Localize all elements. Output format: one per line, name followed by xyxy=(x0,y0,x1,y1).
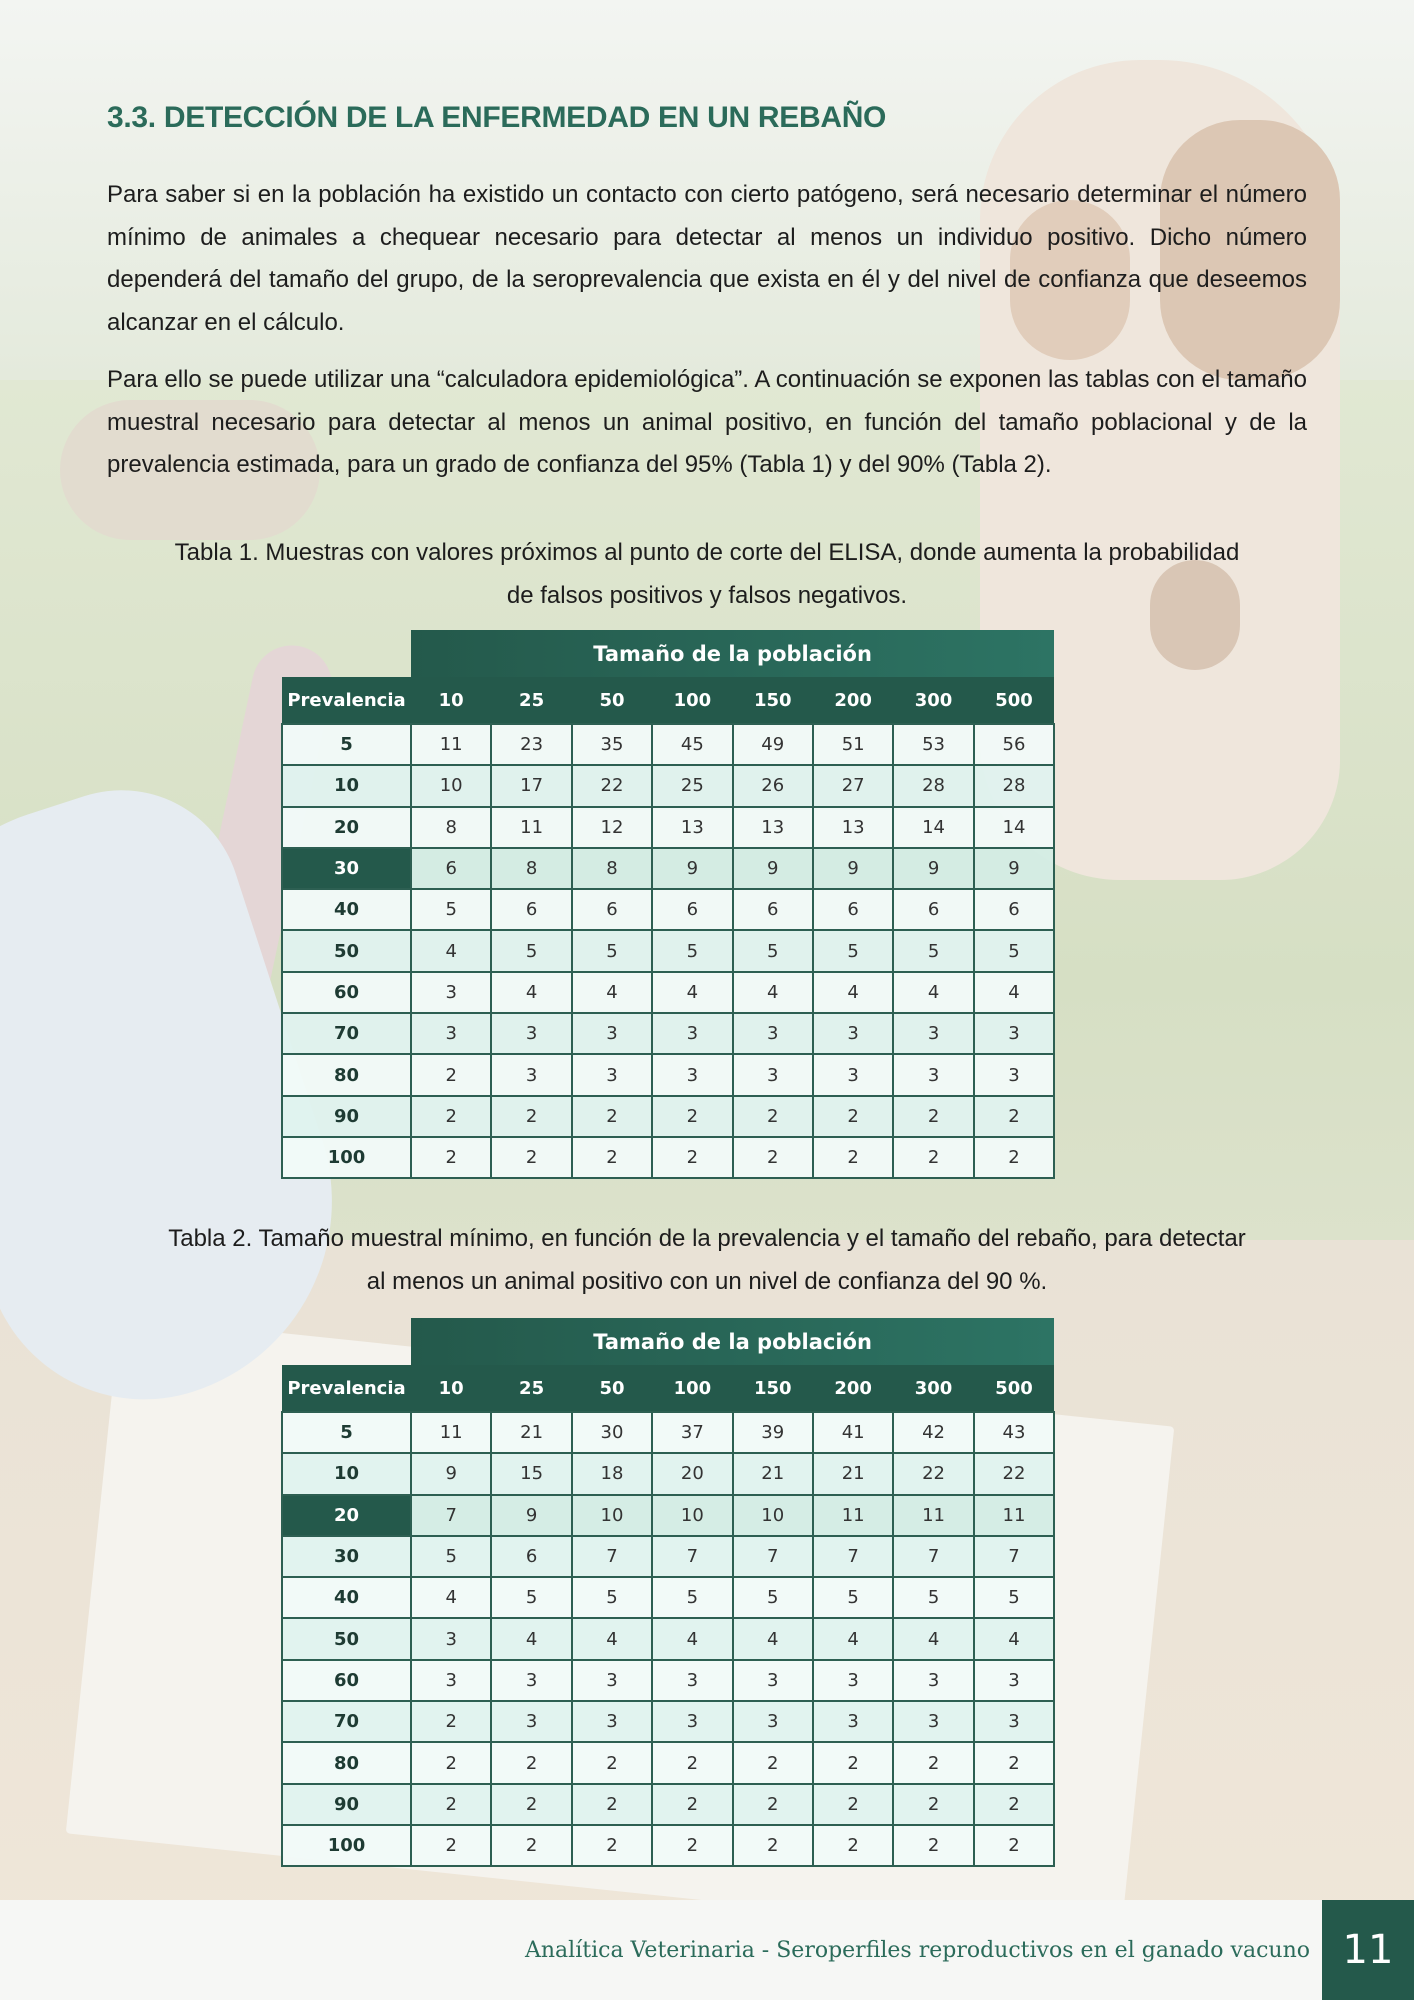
sample-size-cell: 3 xyxy=(572,1013,652,1054)
sample-size-cell: 4 xyxy=(572,972,652,1013)
sample-size-cell: 3 xyxy=(411,1660,491,1701)
prevalence-cell: 90 xyxy=(282,1784,411,1825)
table-row xyxy=(282,1453,1054,1494)
sample-size-cell: 6 xyxy=(652,889,732,930)
prevalence-cell: 20 xyxy=(282,807,411,848)
sample-size-cell: 5 xyxy=(733,1577,813,1618)
table-row xyxy=(282,1013,1054,1054)
sample-size-cell: 11 xyxy=(411,724,491,765)
paragraph-calculator: Para ello se puede utilizar una “calculadora epidemiológica”. A continuación se exponen las tablas con el tamaño muestral necesario para detectar al menos un animal positivo, en función del tamaño poblacional y de la prevalencia estimada, para un grado de confianza del 95% (Tabla 1) y del 90% (Tabla 2). xyxy=(107,366,1307,478)
sample-size-cell: 3 xyxy=(733,1660,813,1701)
sample-size-cell: 22 xyxy=(974,1453,1054,1494)
sample-size-cell: 3 xyxy=(411,1618,491,1659)
sample-size-cell: 2 xyxy=(893,1742,973,1783)
sample-size-cell: 11 xyxy=(813,1495,893,1536)
sample-size-cell: 25 xyxy=(652,765,732,806)
footer-title: Analítica Veterinaria - Seroperfiles reproductivos en el ganado vacuno xyxy=(525,1938,1310,1963)
sample-size-cell: 3 xyxy=(733,1701,813,1742)
sample-size-cell: 3 xyxy=(974,1660,1054,1701)
sample-size-cell: 2 xyxy=(652,1742,732,1783)
column-header: 150 xyxy=(733,677,813,724)
sample-size-cell: 3 xyxy=(491,1054,571,1095)
sample-size-cell: 2 xyxy=(974,1096,1054,1137)
sample-size-cell: 3 xyxy=(572,1054,652,1095)
sample-size-cell: 2 xyxy=(813,1784,893,1825)
table-1 xyxy=(281,630,1055,1179)
sample-size-cell: 17 xyxy=(491,765,571,806)
sample-size-cell: 2 xyxy=(813,1137,893,1178)
sample-size-cell: 2 xyxy=(974,1742,1054,1783)
table-row xyxy=(282,1536,1054,1577)
sample-size-cell: 4 xyxy=(572,1618,652,1659)
sample-size-cell: 10 xyxy=(572,1495,652,1536)
sample-size-cell: 7 xyxy=(974,1536,1054,1577)
sample-size-cell: 3 xyxy=(733,1054,813,1095)
table-row xyxy=(282,1825,1054,1866)
section-heading: 3.3. DETECCIÓN DE LA ENFERMEDAD EN UN REBAÑO xyxy=(107,101,887,134)
sample-size-cell: 2 xyxy=(411,1784,491,1825)
table-row xyxy=(282,889,1054,930)
sample-size-cell: 23 xyxy=(491,724,571,765)
prevalence-cell: 80 xyxy=(282,1742,411,1783)
sample-size-cell: 8 xyxy=(572,848,652,889)
sample-size-cell: 2 xyxy=(733,1137,813,1178)
table-row xyxy=(282,1701,1054,1742)
prevalence-cell: 70 xyxy=(282,1013,411,1054)
sample-size-cell: 5 xyxy=(652,930,732,971)
sample-size-cell: 28 xyxy=(974,765,1054,806)
column-header: 100 xyxy=(652,1365,732,1412)
table-2-caption: Tabla 2. Tamaño muestral mínimo, en función de la prevalencia y el tamaño del rebaño, para detectar al menos un animal positivo con un nivel de confianza del 90 %. xyxy=(168,1225,1246,1295)
column-header: 10 xyxy=(411,677,491,724)
column-header: 50 xyxy=(572,677,652,724)
table-row xyxy=(282,848,1054,889)
sample-size-cell: 4 xyxy=(813,1618,893,1659)
prevalence-cell: 90 xyxy=(282,1096,411,1137)
column-header: 500 xyxy=(974,1365,1054,1412)
sample-size-cell: 42 xyxy=(893,1412,973,1453)
prevalence-cell: 5 xyxy=(282,724,411,765)
sample-size-cell: 6 xyxy=(893,889,973,930)
sample-size-cell: 21 xyxy=(733,1453,813,1494)
sample-size-cell: 4 xyxy=(813,972,893,1013)
sample-size-cell: 11 xyxy=(893,1495,973,1536)
sample-size-cell: 37 xyxy=(652,1412,732,1453)
sample-size-cell: 5 xyxy=(733,930,813,971)
sample-size-cell: 2 xyxy=(572,1784,652,1825)
sample-size-cell: 5 xyxy=(813,930,893,971)
sample-size-cell: 3 xyxy=(813,1054,893,1095)
sample-size-cell: 2 xyxy=(491,1742,571,1783)
sample-size-cell: 3 xyxy=(411,972,491,1013)
sample-size-cell: 7 xyxy=(733,1536,813,1577)
sample-size-cell: 5 xyxy=(572,930,652,971)
sample-size-cell: 9 xyxy=(411,1453,491,1494)
sample-size-cell: 6 xyxy=(733,889,813,930)
sample-size-cell: 14 xyxy=(893,807,973,848)
sample-size-cell: 4 xyxy=(733,972,813,1013)
sample-size-cell: 2 xyxy=(974,1825,1054,1866)
sample-size-cell: 43 xyxy=(974,1412,1054,1453)
sample-size-cell: 15 xyxy=(491,1453,571,1494)
sample-size-cell: 2 xyxy=(491,1784,571,1825)
sample-size-cell: 5 xyxy=(974,1577,1054,1618)
sample-size-cell: 7 xyxy=(652,1536,732,1577)
sample-size-cell: 53 xyxy=(893,724,973,765)
column-header: 200 xyxy=(813,1365,893,1412)
sample-size-cell: 2 xyxy=(411,1137,491,1178)
sample-size-cell: 2 xyxy=(813,1096,893,1137)
sample-size-cell: 4 xyxy=(491,972,571,1013)
sample-size-cell: 2 xyxy=(411,1054,491,1095)
sample-size-cell: 3 xyxy=(893,1054,973,1095)
sample-size-cell: 5 xyxy=(813,1577,893,1618)
sample-size-cell: 4 xyxy=(491,1618,571,1659)
column-header: 100 xyxy=(652,677,732,724)
sample-size-cell: 2 xyxy=(411,1825,491,1866)
table-row xyxy=(282,1495,1054,1536)
prevalence-cell: 30 xyxy=(282,1536,411,1577)
prevalence-cell: 40 xyxy=(282,1577,411,1618)
sample-size-cell: 4 xyxy=(411,930,491,971)
prevalence-cell: 40 xyxy=(282,889,411,930)
sample-size-cell: 3 xyxy=(974,1701,1054,1742)
table-row xyxy=(282,1096,1054,1137)
prevalence-cell: 10 xyxy=(282,765,411,806)
sample-size-cell: 2 xyxy=(491,1137,571,1178)
sample-size-cell: 28 xyxy=(893,765,973,806)
sample-size-cell: 13 xyxy=(813,807,893,848)
sample-size-cell: 39 xyxy=(733,1412,813,1453)
sample-size-cell: 3 xyxy=(652,1054,732,1095)
sample-size-cell: 3 xyxy=(652,1660,732,1701)
sample-size-cell: 6 xyxy=(974,889,1054,930)
sample-size-cell: 5 xyxy=(572,1577,652,1618)
sample-size-cell: 2 xyxy=(411,1096,491,1137)
sample-size-cell: 6 xyxy=(491,889,571,930)
sample-size-cell: 2 xyxy=(974,1784,1054,1825)
sample-size-cell: 2 xyxy=(733,1742,813,1783)
sample-size-cell: 12 xyxy=(572,807,652,848)
sample-size-cell: 3 xyxy=(974,1013,1054,1054)
sample-size-cell: 8 xyxy=(411,807,491,848)
prevalence-cell: 5 xyxy=(282,1412,411,1453)
sample-size-cell: 4 xyxy=(652,972,732,1013)
sample-size-cell: 7 xyxy=(572,1536,652,1577)
sample-size-cell: 5 xyxy=(491,1577,571,1618)
sample-size-cell: 4 xyxy=(893,972,973,1013)
prevalence-header: Prevalencia xyxy=(282,677,411,724)
prevalence-cell: 30 xyxy=(282,848,411,889)
column-header: 50 xyxy=(572,1365,652,1412)
sample-size-cell: 3 xyxy=(411,1013,491,1054)
sample-size-cell: 21 xyxy=(813,1453,893,1494)
sample-size-cell: 51 xyxy=(813,724,893,765)
sample-size-cell: 2 xyxy=(411,1701,491,1742)
table-row xyxy=(282,807,1054,848)
sample-size-cell: 5 xyxy=(893,1577,973,1618)
sample-size-cell: 2 xyxy=(572,1137,652,1178)
sample-size-cell: 10 xyxy=(652,1495,732,1536)
sample-size-cell: 2 xyxy=(733,1096,813,1137)
table-row xyxy=(282,1660,1054,1701)
sample-size-cell: 2 xyxy=(893,1825,973,1866)
sample-size-cell: 35 xyxy=(572,724,652,765)
table-row xyxy=(282,1412,1054,1453)
sample-size-cell: 3 xyxy=(572,1701,652,1742)
sample-size-cell: 3 xyxy=(491,1013,571,1054)
sample-size-cell: 10 xyxy=(411,765,491,806)
prevalence-cell: 80 xyxy=(282,1054,411,1095)
prevalence-cell: 50 xyxy=(282,1618,411,1659)
table-row xyxy=(282,930,1054,971)
sample-size-cell: 2 xyxy=(652,1096,732,1137)
sample-size-cell: 4 xyxy=(974,972,1054,1013)
column-header: 300 xyxy=(893,1365,973,1412)
sample-size-cell: 11 xyxy=(491,807,571,848)
page-number: 11 xyxy=(1322,1900,1414,2000)
sample-size-cell: 6 xyxy=(491,1536,571,1577)
sample-size-cell: 11 xyxy=(411,1412,491,1453)
sample-size-cell: 2 xyxy=(652,1137,732,1178)
sample-size-cell: 6 xyxy=(411,848,491,889)
sample-size-cell: 2 xyxy=(813,1742,893,1783)
prevalence-cell: 50 xyxy=(282,930,411,971)
sample-size-cell: 3 xyxy=(813,1013,893,1054)
sample-size-cell: 2 xyxy=(572,1096,652,1137)
table-corner xyxy=(282,1318,411,1365)
sample-size-cell: 13 xyxy=(652,807,732,848)
column-header: 10 xyxy=(411,1365,491,1412)
table-row xyxy=(282,1137,1054,1178)
table-row xyxy=(282,1742,1054,1783)
sample-size-cell: 3 xyxy=(491,1660,571,1701)
sample-size-cell: 3 xyxy=(652,1013,732,1054)
sample-size-cell: 4 xyxy=(733,1618,813,1659)
sample-size-cell: 3 xyxy=(491,1701,571,1742)
sample-size-cell: 2 xyxy=(652,1784,732,1825)
sample-size-cell: 3 xyxy=(733,1013,813,1054)
sample-size-cell: 3 xyxy=(893,1701,973,1742)
sample-size-cell: 41 xyxy=(813,1412,893,1453)
sample-size-cell: 2 xyxy=(893,1096,973,1137)
column-header: 25 xyxy=(491,677,571,724)
sample-size-cell: 4 xyxy=(893,1618,973,1659)
column-header: 200 xyxy=(813,677,893,724)
table-1-caption: Tabla 1. Muestras con valores próximos al punto de corte del ELISA, donde aumenta la probabilidad de falsos positivos y falsos negativos. xyxy=(174,539,1240,609)
sample-size-cell: 5 xyxy=(411,1536,491,1577)
table-row xyxy=(282,765,1054,806)
sample-size-cell: 2 xyxy=(893,1784,973,1825)
prevalence-cell: 70 xyxy=(282,1701,411,1742)
sample-size-cell: 2 xyxy=(974,1137,1054,1178)
table-row xyxy=(282,1054,1054,1095)
sample-size-cell: 2 xyxy=(572,1742,652,1783)
sample-size-cell: 2 xyxy=(813,1825,893,1866)
sample-size-cell: 4 xyxy=(974,1618,1054,1659)
sample-size-cell: 3 xyxy=(652,1701,732,1742)
sample-size-cell: 6 xyxy=(813,889,893,930)
sample-size-cell: 49 xyxy=(733,724,813,765)
prevalence-cell: 100 xyxy=(282,1825,411,1866)
sample-size-cell: 7 xyxy=(411,1495,491,1536)
sample-size-cell: 14 xyxy=(974,807,1054,848)
sample-size-cell: 13 xyxy=(733,807,813,848)
sample-size-cell: 10 xyxy=(733,1495,813,1536)
population-size-header: Tamaño de la población xyxy=(411,630,1054,677)
table-row xyxy=(282,724,1054,765)
population-size-header: Tamaño de la población xyxy=(411,1318,1054,1365)
prevalence-cell: 100 xyxy=(282,1137,411,1178)
sample-size-cell: 56 xyxy=(974,724,1054,765)
sample-size-cell: 2 xyxy=(572,1825,652,1866)
sample-size-cell: 4 xyxy=(652,1618,732,1659)
prevalence-cell: 20 xyxy=(282,1495,411,1536)
sample-size-cell: 22 xyxy=(893,1453,973,1494)
sample-size-cell: 5 xyxy=(491,930,571,971)
sample-size-cell: 9 xyxy=(893,848,973,889)
column-header: 300 xyxy=(893,677,973,724)
sample-size-cell: 45 xyxy=(652,724,732,765)
sample-size-cell: 2 xyxy=(893,1137,973,1178)
sample-size-cell: 2 xyxy=(652,1825,732,1866)
sample-size-cell: 9 xyxy=(491,1495,571,1536)
column-header: 500 xyxy=(974,677,1054,724)
sample-size-cell: 30 xyxy=(572,1412,652,1453)
sample-size-cell: 3 xyxy=(813,1701,893,1742)
sample-size-cell: 18 xyxy=(572,1453,652,1494)
sample-size-cell: 27 xyxy=(813,765,893,806)
sample-size-cell: 8 xyxy=(491,848,571,889)
sample-size-cell: 3 xyxy=(974,1054,1054,1095)
column-header: 150 xyxy=(733,1365,813,1412)
table-row xyxy=(282,1784,1054,1825)
sample-size-cell: 11 xyxy=(974,1495,1054,1536)
prevalence-header: Prevalencia xyxy=(282,1365,411,1412)
column-header: 25 xyxy=(491,1365,571,1412)
sample-size-cell: 5 xyxy=(893,930,973,971)
sample-size-cell: 4 xyxy=(411,1577,491,1618)
sample-size-cell: 2 xyxy=(733,1784,813,1825)
sample-size-cell: 2 xyxy=(491,1825,571,1866)
sample-size-cell: 21 xyxy=(491,1412,571,1453)
sample-size-cell: 2 xyxy=(733,1825,813,1866)
sample-size-cell: 3 xyxy=(813,1660,893,1701)
sample-size-cell: 2 xyxy=(411,1742,491,1783)
prevalence-cell: 60 xyxy=(282,972,411,1013)
sample-size-cell: 9 xyxy=(974,848,1054,889)
table-row xyxy=(282,1618,1054,1659)
sample-size-cell: 7 xyxy=(813,1536,893,1577)
sample-size-cell: 26 xyxy=(733,765,813,806)
sample-size-cell: 5 xyxy=(974,930,1054,971)
table-2 xyxy=(281,1318,1055,1867)
sample-size-cell: 9 xyxy=(733,848,813,889)
sample-size-cell: 9 xyxy=(652,848,732,889)
prevalence-cell: 10 xyxy=(282,1453,411,1494)
sample-size-cell: 5 xyxy=(652,1577,732,1618)
sample-size-cell: 5 xyxy=(411,889,491,930)
sample-size-cell: 3 xyxy=(893,1660,973,1701)
table-row xyxy=(282,1577,1054,1618)
paragraph-intro: Para saber si en la población ha existido un contacto con cierto patógeno, será necesario determinar el número mínimo de animales a chequear necesario para detectar al menos un individuo positivo. Dicho número dependerá del tamaño del grupo, de la seroprevalencia que exista en él y del nivel de confianza que deseemos alcanzar en el cálculo. xyxy=(107,181,1307,336)
prevalence-cell: 60 xyxy=(282,1660,411,1701)
sample-size-cell: 6 xyxy=(572,889,652,930)
sample-size-cell: 3 xyxy=(572,1660,652,1701)
table-row xyxy=(282,972,1054,1013)
sample-size-cell: 9 xyxy=(813,848,893,889)
sample-size-cell: 22 xyxy=(572,765,652,806)
table-corner xyxy=(282,630,411,677)
sample-size-cell: 3 xyxy=(893,1013,973,1054)
sample-size-cell: 20 xyxy=(652,1453,732,1494)
sample-size-cell: 2 xyxy=(491,1096,571,1137)
sample-size-cell: 7 xyxy=(893,1536,973,1577)
